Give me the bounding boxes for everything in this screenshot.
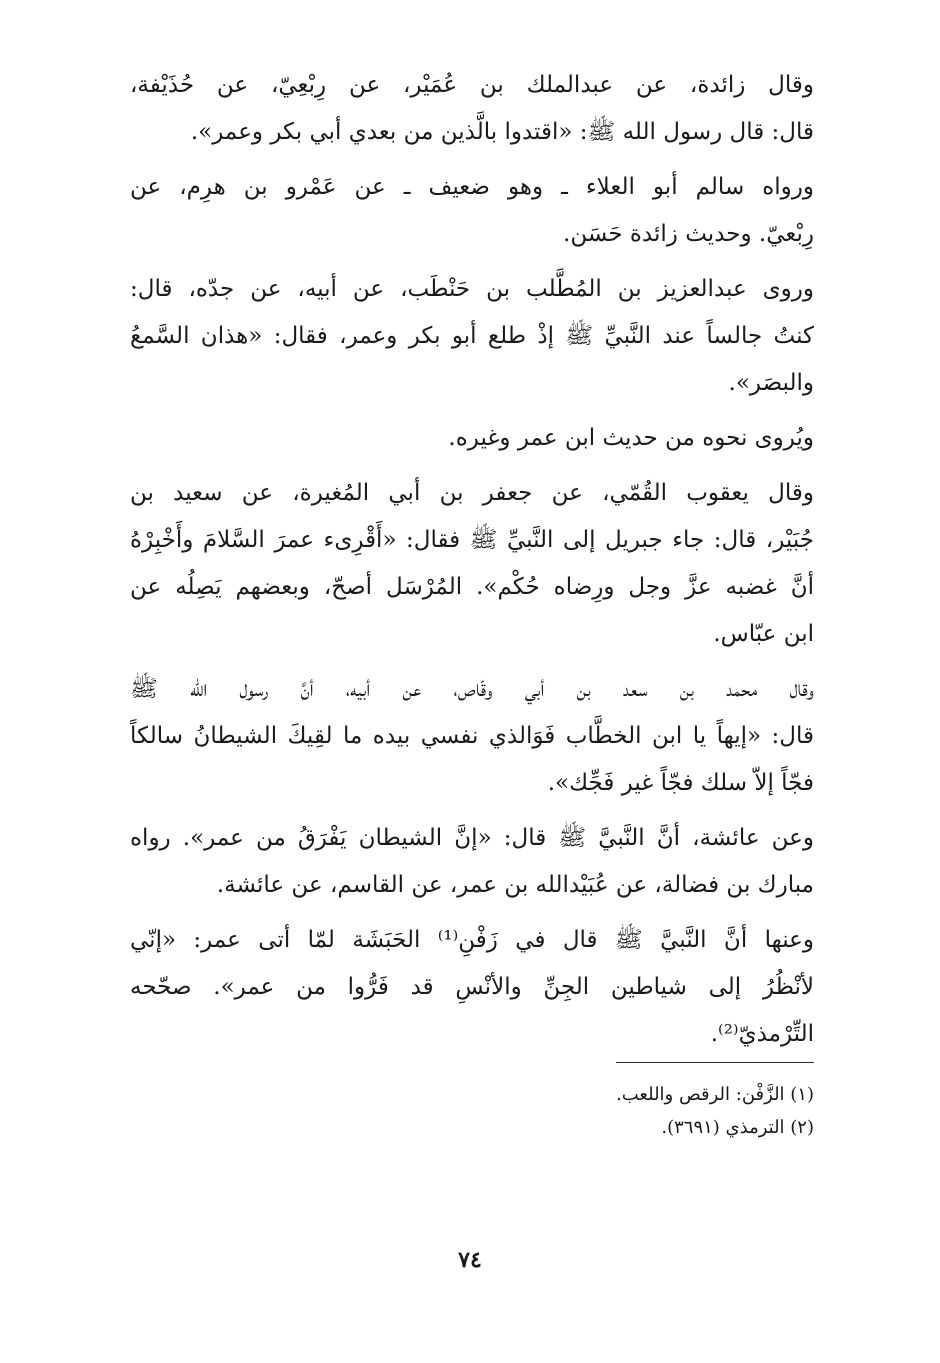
text-line: أنَّ غضبه عزَّ وجل ورِضاه حُكْم». المُرْسَل أصحّ، وبعضهم يَصِلُه عن [130, 574, 814, 600]
text-line: لأنْظُرُ إلى شياطين الجِنِّ والأنْسِ قد فَرُّوا من عمر». صحّحه [130, 974, 814, 1000]
paragraph [130, 62, 814, 156]
paragraph [130, 266, 814, 407]
text-line: وعن عائشة، أنَّ النَّبيَّ ﷺ قال: «إنَّ الشيطان يَفْرَقُ من عمر». رواه [130, 825, 814, 851]
text-line: ورواه سالم أبو العلاء ـ وهو ضعيف ـ عن عَمْرو بن هرِم، عن [130, 174, 814, 200]
text-line: كنتُ جالساً عند النَّبيِّ ﷺ إذْ طلع أبو بكر وعمر، فقال: «هذان السَّمعُ [130, 323, 814, 349]
page-number: ٧٤ [458, 1247, 482, 1273]
paragraph [130, 415, 814, 462]
text-line: ويُروى نحوه من حديث ابن عمر وغيره. [448, 425, 814, 451]
text-line: ابن عبّاس. [713, 621, 814, 647]
text-line: فجّاً إلاّ سلك فجّاً غير فَجِّك». [547, 770, 814, 796]
paragraph [130, 917, 814, 1058]
text-line: جُبَيْر، قال: جاء جبريل إلى النَّبيِّ ﷺ فقال: «أَقْرِىء عمرَ السَّلامَ وأَخْبِرْهُ [130, 527, 814, 553]
text-line: وقال محمد بن سعد بن أبي وقّاص، عن أبيه، أنَّ رسول الله ﷺ [130, 676, 814, 702]
footnote-2: (٢) الترمذي (٣٦٩١). [661, 1117, 814, 1138]
paragraph [130, 666, 814, 807]
text-line: التِّرْمذيّ⁽²⁾. [710, 1021, 814, 1047]
text-line: رِبْعيّ. وحديث زائدة حَسَن. [563, 221, 814, 247]
text-line: قال: «إيهاً يا ابن الخطَّاب فَوَالذي نفسي بيده ما لقِيكَ الشيطانُ سالكاً [130, 723, 814, 749]
footnotes [450, 1078, 814, 1144]
footnote-separator [616, 1062, 814, 1063]
text-line: والبصَر». [728, 370, 814, 396]
main-text [130, 62, 814, 1066]
text-line: وعنها أنَّ النَّبيَّ ﷺ قال في زَفْنِ⁽¹⁾ الحَبَشَة لمّا أتى عمر: «إنّي [130, 927, 814, 953]
paragraph [130, 815, 814, 909]
paragraph [130, 470, 814, 658]
text-line: وقال يعقوب القُمّي، عن جعفر بن أبي المُغيرة، عن سعيد بن [130, 480, 814, 506]
text-line: وروى عبدالعزيز بن المُطَّلب بن حَنْطَب، عن أبيه، عن جدّه، قال: [130, 276, 814, 302]
text-line: وقال زائدة، عن عبدالملك بن عُمَيْر، عن رِبْعِيّ، عن حُذَيْفة، [130, 72, 814, 98]
text-line: مبارك بن فضالة، عن عُبَيْدالله بن عمر، عن القاسم، عن عائشة. [216, 872, 814, 898]
text-line: قال: قال رسول الله ﷺ: «اقتدوا بالَّذين من بعدي أبي بكر وعمر». [190, 119, 814, 145]
footnote-1: (١) الزَّفْن: الرقص واللعب. [616, 1084, 814, 1105]
paragraph [130, 164, 814, 258]
